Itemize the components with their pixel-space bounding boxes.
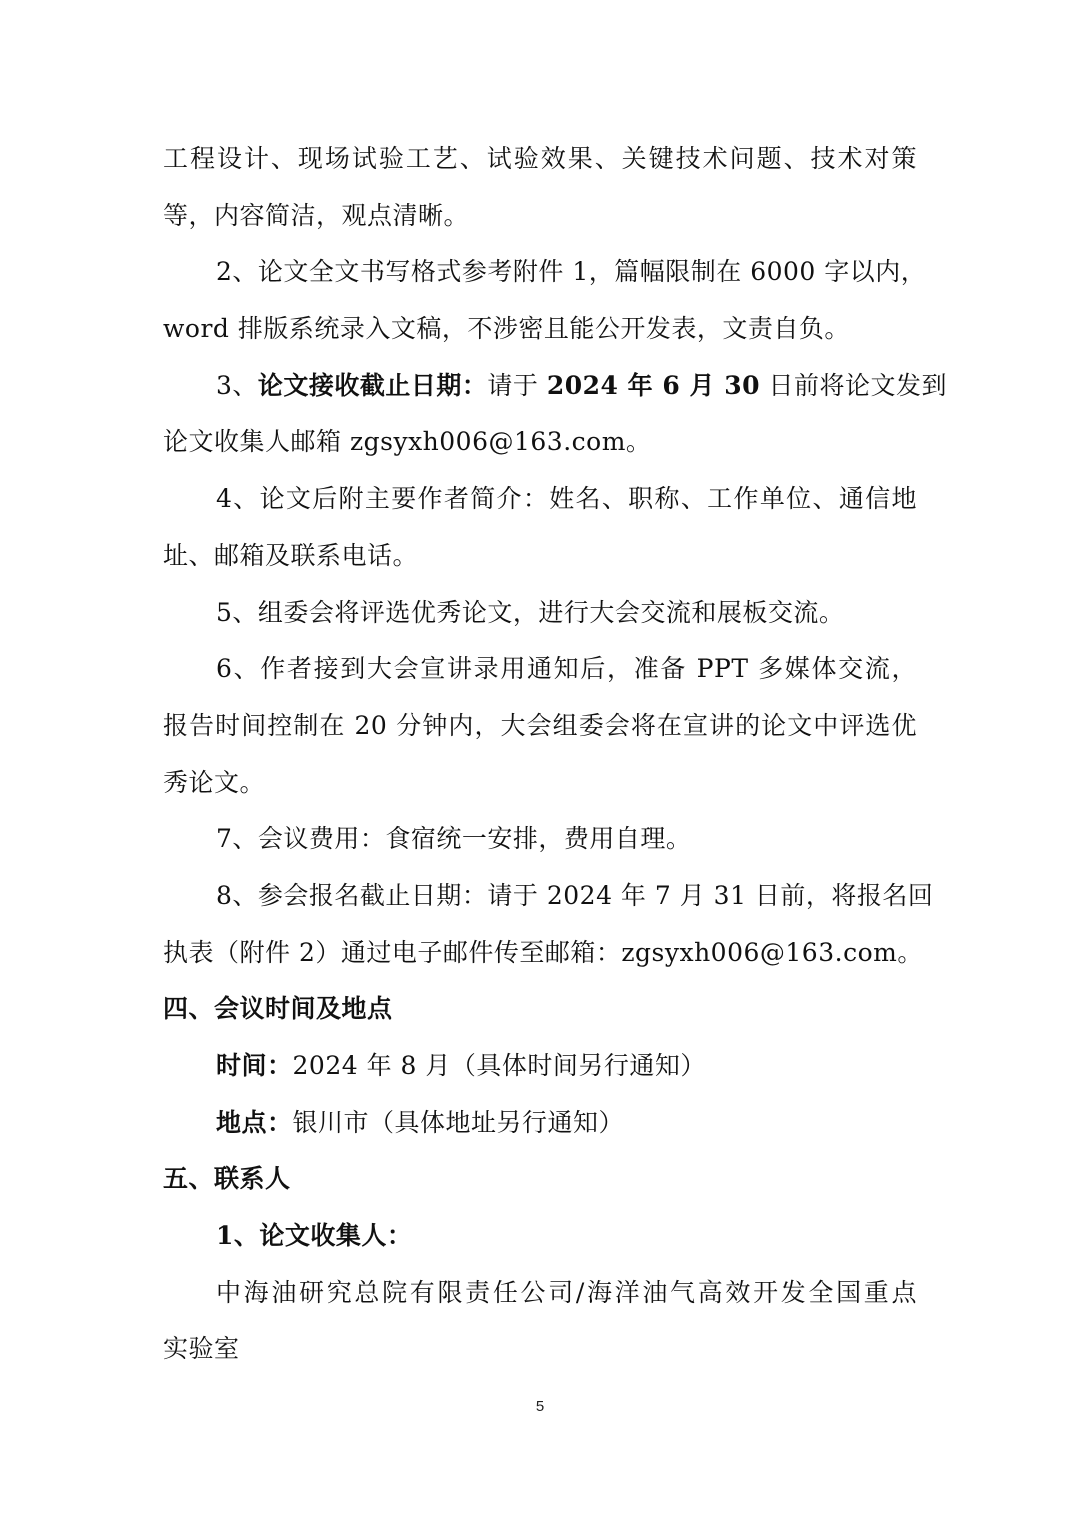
list-item-3-line: 论文收集人邮箱 zgsyxh006@163.com。 — [163, 427, 652, 457]
deadline-text: 年 — [618, 370, 663, 400]
list-item-5-line: 5、组委会将评选优秀论文，进行大会交流和展板交流。 — [216, 597, 845, 627]
deadline-year: 2024 — [546, 370, 619, 400]
list-item-6-line: 报告时间控制在 20 分钟内，大会组委会将在宣讲的论文中评选优 — [163, 710, 917, 740]
meeting-place — [163, 1095, 917, 1152]
deadline-text: 日前将论文发到 — [760, 370, 947, 400]
meeting-time — [163, 1038, 917, 1095]
organization-line: 中海油研究总院有限责任公司/海洋油气高效开发全国重点 — [216, 1277, 917, 1307]
deadline-month: 6 — [662, 370, 681, 400]
list-item-7-line: 7、会议费用：食宿统一安排，费用自理。 — [216, 824, 692, 854]
meeting-time-value: 2024 年 8 月（具体时间另行通知） — [292, 1051, 706, 1080]
meeting-time-label: 时间： — [216, 1051, 293, 1080]
page-number: 5 — [535, 1398, 545, 1415]
list-item-2-line: 2、论文全文书写格式参考附件 1，篇幅限制在 6000 字以内， — [216, 257, 927, 287]
paragraph-line: 工程设计、现场试验工艺、试验效果、关键技术问题、技术对策 — [163, 144, 917, 173]
list-item-2-line: word 排版系统录入文稿，不涉密且能公开发表，文责自负。 — [163, 314, 850, 344]
deadline-text: 月 — [680, 370, 725, 400]
deadline-day: 30 — [724, 370, 761, 400]
list-item-8-line: 执表（附件 2）通过电子邮件传至邮箱：zgsyxh006@163.com。 — [163, 937, 923, 967]
meeting-place-value: 银川市（具体地址另行通知） — [292, 1107, 625, 1137]
organization-line: 实验室 — [163, 1334, 240, 1364]
list-item-8-line: 8、参会报名截止日期：请于 2024 年 7 月 31 日前，将报名回 — [216, 880, 934, 910]
meeting-place-label: 地点： — [216, 1107, 293, 1137]
deadline-label: 论文接收截止日期： — [257, 370, 488, 400]
section-heading-contacts: 五、联系人 — [163, 1164, 291, 1194]
document-body — [163, 131, 947, 1378]
list-item-4-line: 4、论文后附主要作者简介：姓名、职称、工作单位、通信地 — [216, 484, 917, 514]
paragraph-line: 等，内容简洁，观点清晰。 — [163, 200, 470, 230]
deadline-text: 请于 — [487, 370, 547, 400]
list-item-6-line: 秀论文。 — [163, 767, 266, 797]
subheading-paper-collector: 1、论文收集人： — [216, 1221, 413, 1251]
list-item-4-line: 址、邮箱及联系电话。 — [163, 540, 419, 570]
list-item-6-line: 6、作者接到大会宣讲录用通知后，准备 PPT 多媒体交流， — [216, 654, 917, 684]
list-item-3-line — [163, 358, 947, 415]
section-heading-meeting-time-place: 四、会议时间及地点 — [163, 994, 393, 1024]
list-item-prefix: 3、 — [216, 370, 258, 400]
